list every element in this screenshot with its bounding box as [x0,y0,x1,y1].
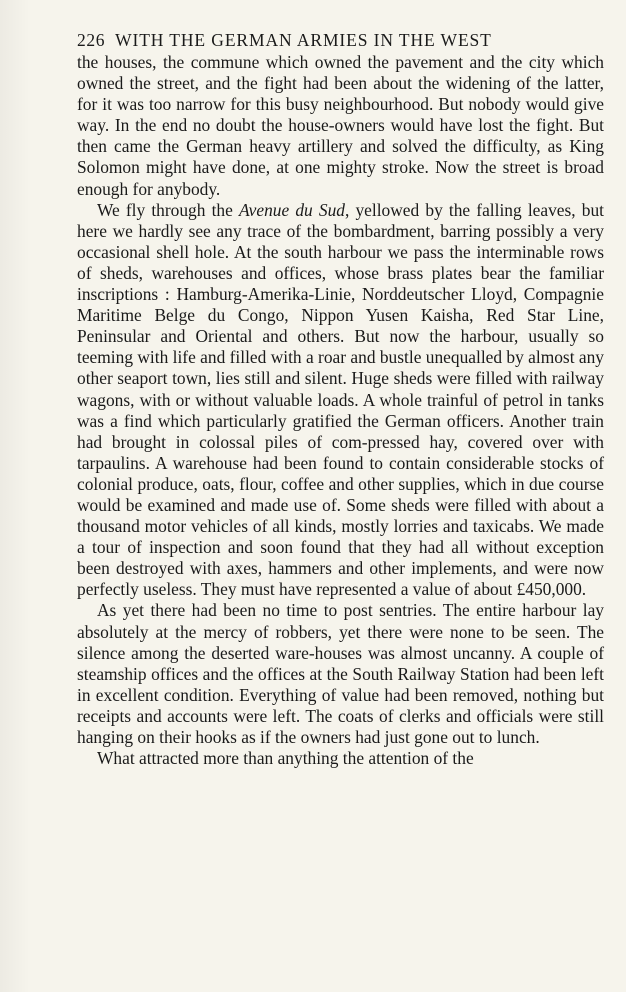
paragraph-1: the houses, the commune which owned the pavement and the city which owned the street, and the fight had been about the widening of the latter, for it was too narrow for this busy neighbourhood. But nobody would give way. In the end no doubt the house-owners would have lost the fight. But then came the German heavy artillery and solved the difficulty, as King Solomon might have done, at one mighty stroke. Now the street is broad enough for anybody. [77,52,604,199]
paragraph-2 [77,200,604,601]
italic-street-name: Avenue du Sud [239,199,345,220]
paragraph-3: As yet there had been no time to post sentries. The entire harbour lay absolutely at the mercy of robbers, yet there were none to be seen. The silence among the deserted ware-houses was almost uncanny. A couple of steamship offices and the offices at the South Railway Station had been left in excellent condition. Everything of value had been removed, nothing but receipts and accounts were left. The coats of clerks and officials were still hanging on their hooks as if the owners had just gone out to lunch. [77,600,604,747]
paragraph-4: What attracted more than anything the attention of the [97,748,474,769]
paragraph-2-after: , yellowed by the falling leaves, but here we hardly see any trace of the bombardment, barring possibly a very occasional shell hole. At the south harbour we pass the interminable rows of sheds, warehouses and offices, whose brass plates bear the familiar inscriptions : Hamburg-Amerika-Linie, Norddeutscher Lloyd, Compagnie Maritime Belge du Congo, Nippon Yusen Kaisha, Red Star Line, Peninsular and Oriental and others. But now the harbour, usually so teeming with life and filled with a roar and bustle unequalled by almost any other seaport town, lies still and silent. Huge sheds were filled with railway wagons, with or without valuable loads. A whole trainful of petrol in tanks was a find which particularly gratified the German officers. Another train had brought in colossal piles of com-pressed hay, covered over with tarpaulins. A warehouse had been found to contain considerable stocks of colonial produce, oats, flour, coffee and other supplies, which in due course would be examined and made use of. Some sheds were filled with about a thousand motor vehicles of all kinds, mostly lorries and taxicabs. We made a tour of inspection and soon found that they had all without exception been destroyed with axes, hammers and other implements, and were now perfectly useless. They must have represented a value of about £450,000. [77,199,605,600]
page-number: 226 [77,30,106,50]
running-head-title: WITH THE GERMAN ARMIES IN THE WEST [115,30,492,50]
running-head [77,30,604,51]
body-text [77,52,604,769]
paragraph-2-before: We fly through the [97,199,239,220]
